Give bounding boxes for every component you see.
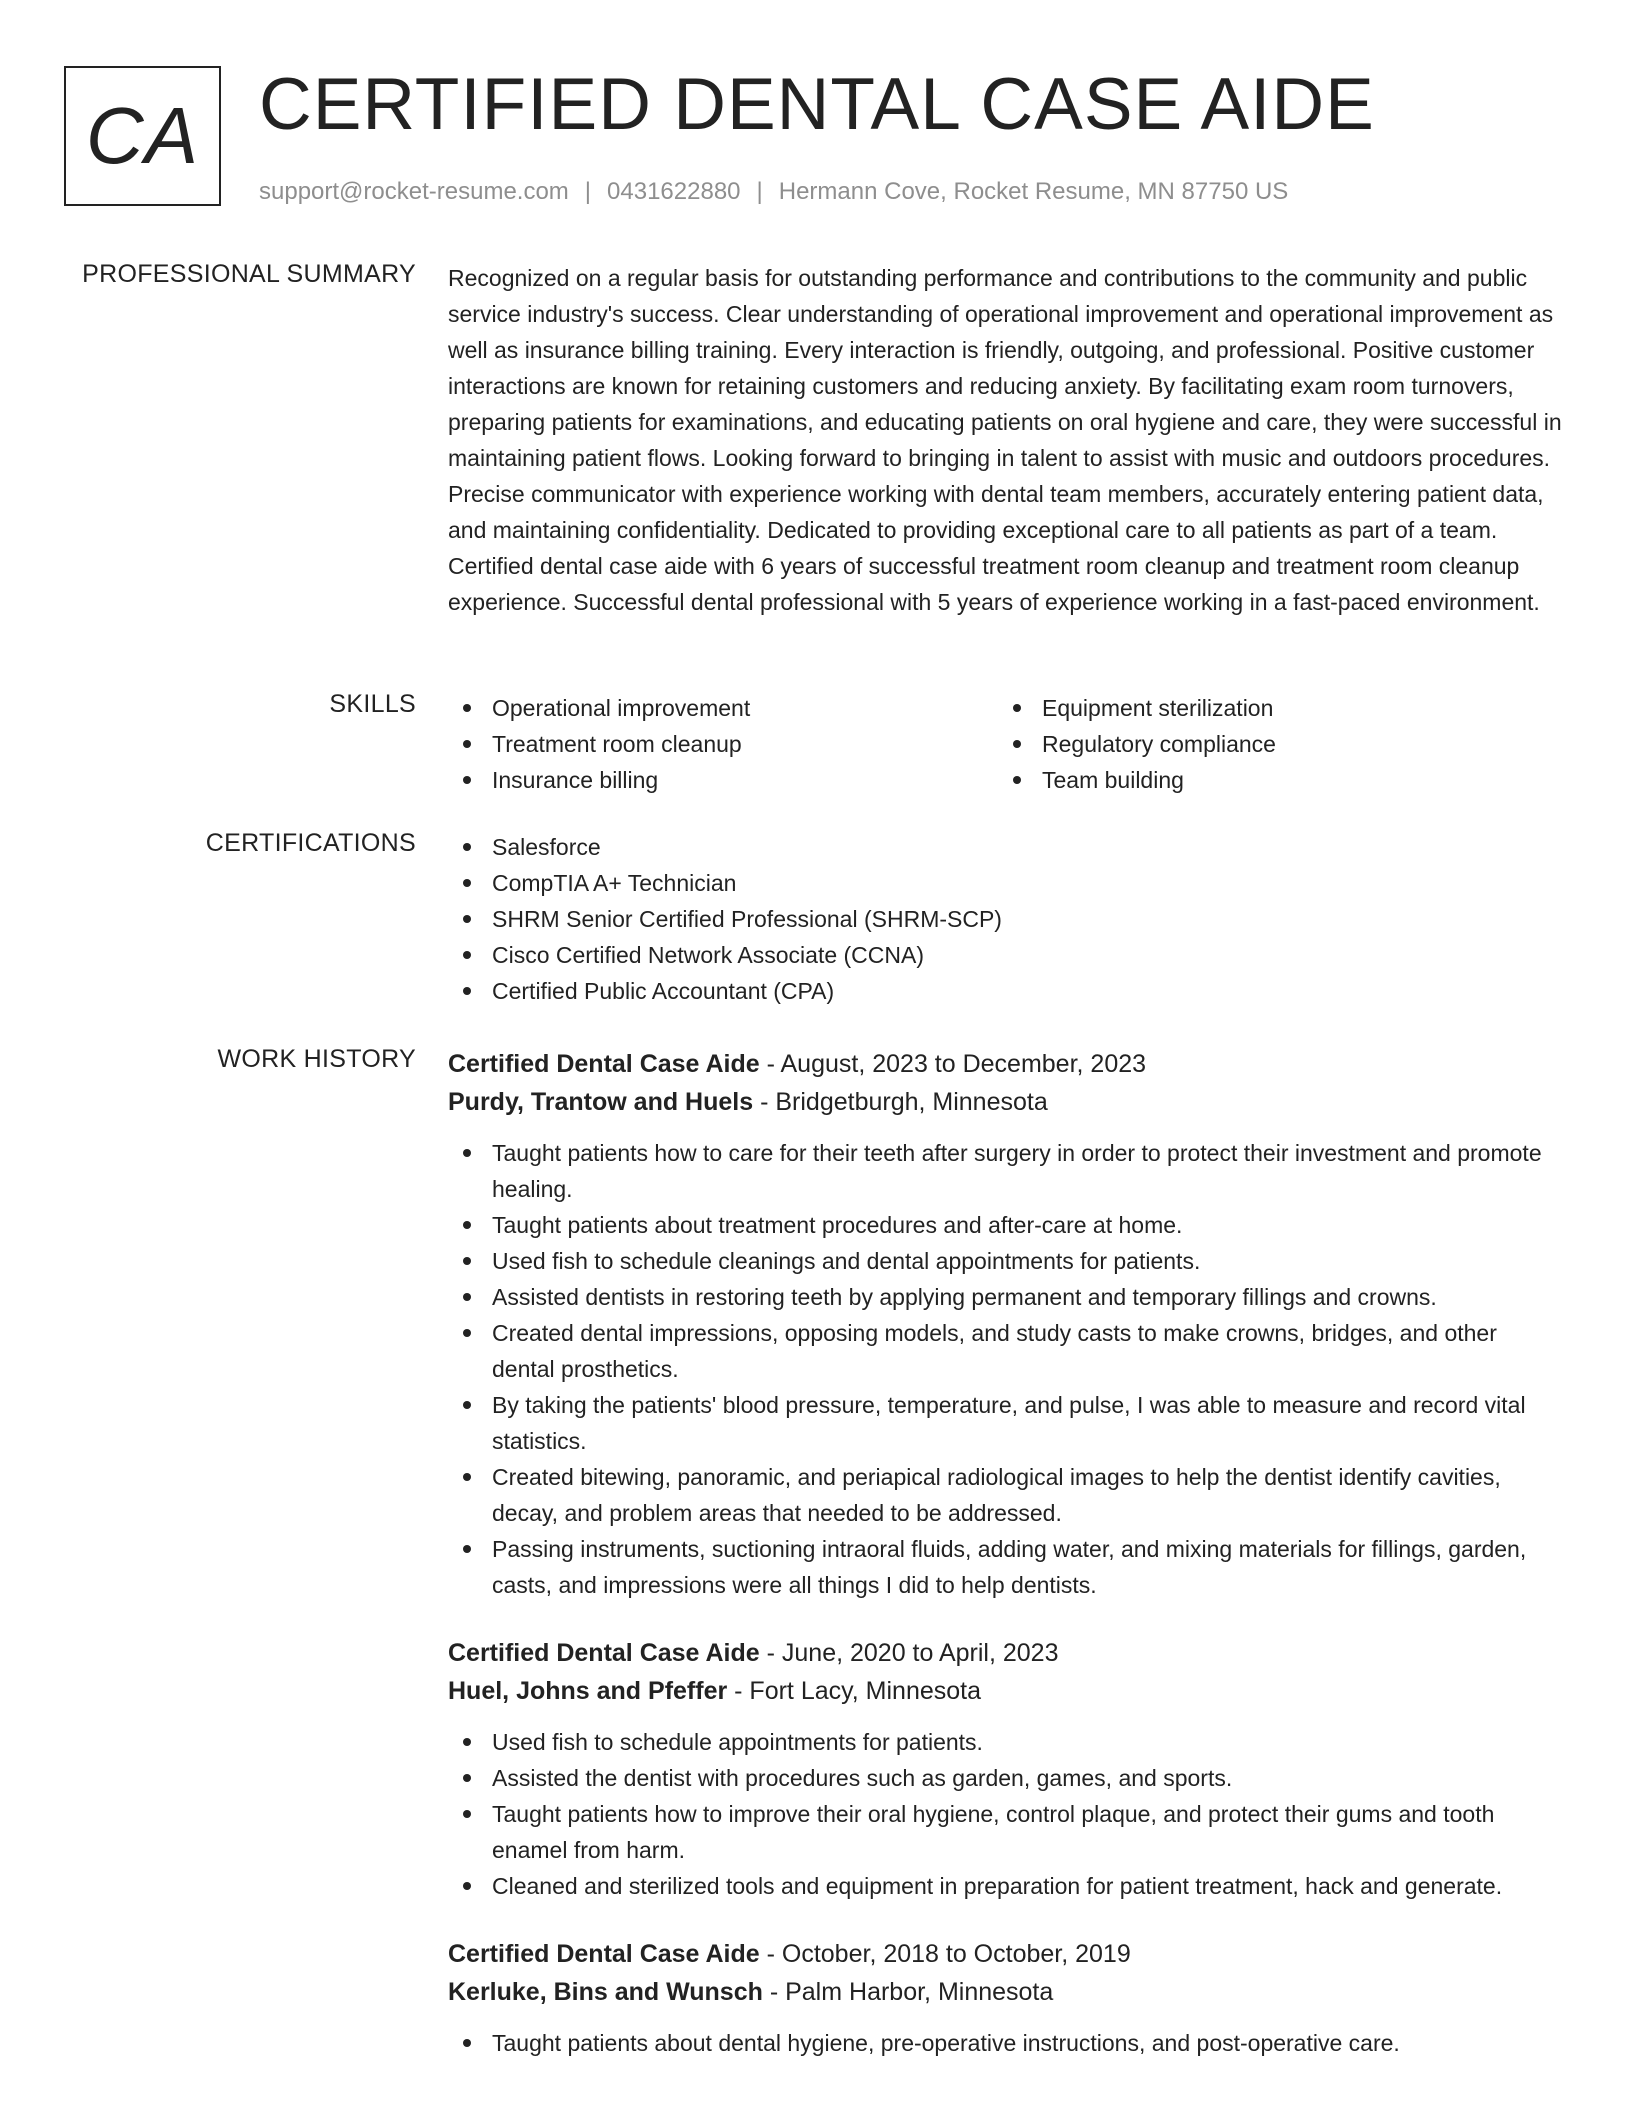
contact-address: Hermann Cove, Rocket Resume, MN 87750 US xyxy=(778,178,1289,205)
duty-item: Assisted the dentist with procedures such as garden, games, and sports. xyxy=(448,1760,1564,1796)
skill-item: Treatment room cleanup xyxy=(448,726,998,762)
section-label-summary: PROFESSIONAL SUMMARY xyxy=(82,260,416,288)
contact-phone: 0431622880 xyxy=(607,178,741,205)
job-title-line xyxy=(448,1634,1564,1672)
skill-item: Insurance billing xyxy=(448,762,998,798)
monogram-badge: CA xyxy=(64,66,221,206)
separator: | xyxy=(584,178,592,205)
duty-item: Taught patients about treatment procedures and after-care at home. xyxy=(448,1207,1564,1243)
separator: | xyxy=(756,178,763,205)
job-title-line xyxy=(448,1935,1564,1973)
duty-item: Passing instruments, suctioning intraoral fluids, adding water, and mixing materials for fillings, garden, casts, and impressions were all things I did to help dentists. xyxy=(448,1531,1564,1603)
certification-item: SHRM Senior Certified Professional (SHRM-SCP) xyxy=(448,901,1564,937)
duty-item: Cleaned and sterilized tools and equipment in preparation for patient treatment, hack and generate. xyxy=(448,1868,1564,1904)
duty-item: Used fish to schedule cleanings and dental appointments for patients. xyxy=(448,1243,1564,1279)
certification-item: CompTIA A+ Technician xyxy=(448,865,1564,901)
job-entry xyxy=(448,1045,1564,1603)
certifications-list xyxy=(448,829,1564,1009)
job-title-line xyxy=(448,1045,1564,1083)
duty-item: Taught patients how to care for their teeth after surgery in order to protect their investment and promote healing. xyxy=(448,1135,1564,1207)
job-title: Certified Dental Case Aide xyxy=(448,1940,760,1968)
duty-item: By taking the patients' blood pressure, temperature, and pulse, I was able to measure and record vital statistics. xyxy=(448,1387,1564,1459)
skills-body xyxy=(448,690,1564,798)
certification-item: Certified Public Accountant (CPA) xyxy=(448,973,1564,1009)
job-company: Huel, Johns and Pfeffer xyxy=(448,1677,728,1705)
certifications-body xyxy=(448,829,1564,1009)
skill-item: Equipment sterilization xyxy=(998,690,1548,726)
duty-item: Created bitewing, panoramic, and periapical radiological images to help the dentist identify cavities, decay, and problem areas that needed to be addressed. xyxy=(448,1459,1564,1531)
certification-item: Cisco Certified Network Associate (CCNA) xyxy=(448,937,1564,973)
skill-item: Team building xyxy=(998,762,1548,798)
job-dates: - June, 2020 to April, 2023 xyxy=(759,1639,1059,1667)
duty-item: Taught patients how to improve their oral hygiene, control plaque, and protect their gums and tooth enamel from harm. xyxy=(448,1796,1564,1868)
skill-item: Operational improvement xyxy=(448,690,998,726)
job-title: Certified Dental Case Aide xyxy=(448,1050,760,1078)
skills-column-2 xyxy=(998,690,1548,798)
job-company: Purdy, Trantow and Huels xyxy=(448,1088,754,1116)
job-location: - Palm Harbor, Minnesota xyxy=(762,1978,1054,2006)
contact-line xyxy=(259,178,1572,206)
candidate-name: CERTIFIED DENTAL CASE AIDE xyxy=(259,64,1375,145)
skills-column-1 xyxy=(448,690,998,798)
section-label-skills: SKILLS xyxy=(329,690,416,718)
duty-item: Assisted dentists in restoring teeth by applying permanent and temporary fillings and crowns. xyxy=(448,1279,1564,1315)
certification-item: Salesforce xyxy=(448,829,1564,865)
summary-body xyxy=(448,260,1564,620)
job-duties xyxy=(448,1724,1564,1904)
job-entry xyxy=(448,1935,1564,2061)
job-dates: - August, 2023 to December, 2023 xyxy=(759,1050,1147,1078)
contact-email[interactable]: support@rocket-resume.com xyxy=(259,178,569,205)
job-dates: - October, 2018 to October, 2019 xyxy=(759,1940,1131,1968)
resume-header xyxy=(64,66,1572,210)
summary-text: Recognized on a regular basis for outstanding performance and contributions to the community and public service industry's success. Clear understanding of operational improvement and operational improvement as well as insurance billing training. Every interaction is friendly, outgoing, and professional. Positive customer interactions are known for retaining customers and reducing anxiety. By facilitating exam room turnovers, preparing patients for examinations, and educating patients on oral hygiene and care, they were successful in maintaining patient flows. Looking forward to bringing in talent to assist with music and outdoors procedures. Precise communicator with experience working with dental team members, accurately entering patient data, and maintaining confidentiality. Dedicated to providing exceptional care to all patients as part of a team. Certified dental case aide with 6 years of successful treatment room cleanup and treatment room cleanup experience. Successful dental professional with 5 years of experience working in a fast-paced environment. xyxy=(448,265,1562,615)
job-entry xyxy=(448,1634,1564,1904)
section-label-certifications: CERTIFICATIONS xyxy=(205,829,416,857)
job-location: - Fort Lacy, Minnesota xyxy=(727,1677,982,1705)
job-company: Kerluke, Bins and Wunsch xyxy=(448,1978,763,2006)
title-block xyxy=(259,66,1572,206)
skill-item: Regulatory compliance xyxy=(998,726,1548,762)
job-company-line xyxy=(448,1973,1564,2011)
work-history-body xyxy=(448,1045,1564,2092)
job-company-line xyxy=(448,1083,1564,1121)
job-location: - Bridgetburgh, Minnesota xyxy=(753,1088,1048,1116)
section-label-work-history: WORK HISTORY xyxy=(217,1045,416,1073)
duty-item: Used fish to schedule appointments for patients. xyxy=(448,1724,1564,1760)
duty-item: Created dental impressions, opposing models, and study casts to make crowns, bridges, and other dental prosthetics. xyxy=(448,1315,1564,1387)
job-title: Certified Dental Case Aide xyxy=(448,1639,760,1667)
job-duties xyxy=(448,2025,1564,2061)
job-duties xyxy=(448,1135,1564,1603)
duty-item: Taught patients about dental hygiene, pre-operative instructions, and post-operative care. xyxy=(448,2025,1564,2061)
job-company-line xyxy=(448,1672,1564,1710)
